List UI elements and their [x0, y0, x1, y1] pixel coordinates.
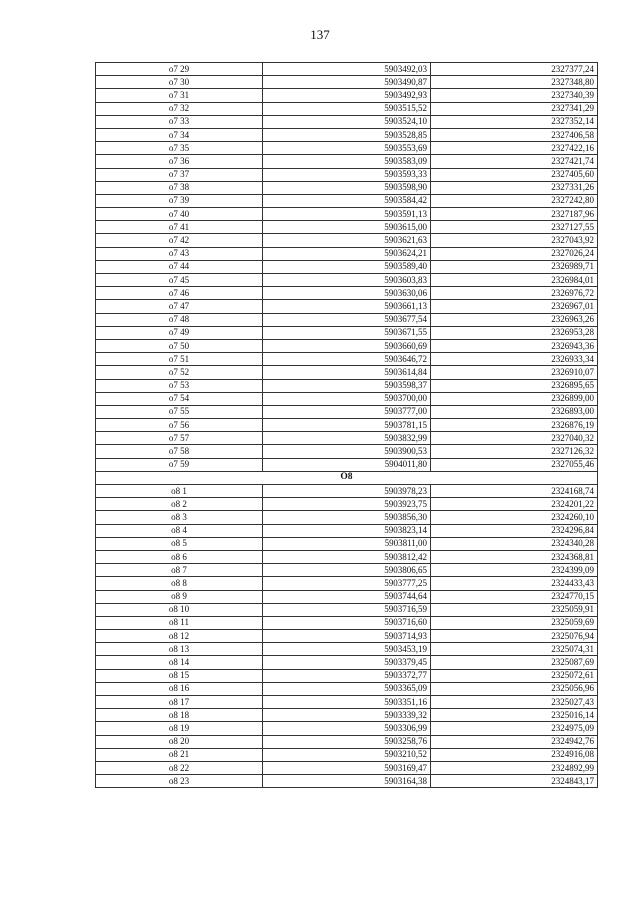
x-coordinate-cell: 5903806,65 [263, 564, 431, 577]
point-id-cell: o7 44 [96, 260, 263, 273]
point-id-cell: o7 37 [96, 168, 263, 181]
table-row [96, 458, 598, 471]
coordinates-table [95, 62, 598, 788]
y-coordinate-cell: 2326976,72 [431, 287, 598, 300]
point-id-cell: o7 46 [96, 287, 263, 300]
x-coordinate-cell: 5903365,09 [263, 682, 431, 695]
table-row [96, 221, 598, 234]
y-coordinate-cell: 2325076,94 [431, 630, 598, 643]
y-coordinate-cell: 2327406,58 [431, 128, 598, 141]
x-coordinate-cell: 5903823,14 [263, 524, 431, 537]
table-row [96, 656, 598, 669]
x-coordinate-cell: 5903524,10 [263, 115, 431, 128]
table-row [96, 405, 598, 418]
y-coordinate-cell: 2327242,80 [431, 194, 598, 207]
x-coordinate-cell: 5903621,63 [263, 234, 431, 247]
x-coordinate-cell: 5903777,25 [263, 577, 431, 590]
x-coordinate-cell: 5903624,21 [263, 247, 431, 260]
point-id-cell: o8 10 [96, 603, 263, 616]
point-id-cell: o7 42 [96, 234, 263, 247]
y-coordinate-cell: 2327421,74 [431, 155, 598, 168]
point-id-cell: o8 1 [96, 485, 263, 498]
table-row [96, 432, 598, 445]
x-coordinate-cell: 5903716,60 [263, 616, 431, 629]
x-coordinate-cell: 5903630,06 [263, 287, 431, 300]
y-coordinate-cell: 2327340,39 [431, 89, 598, 102]
x-coordinate-cell: 5903372,77 [263, 669, 431, 682]
point-id-cell: o7 55 [96, 405, 263, 418]
x-coordinate-cell: 5903164,38 [263, 775, 431, 788]
table-row [96, 722, 598, 735]
point-id-cell: o8 7 [96, 564, 263, 577]
x-coordinate-cell: 5903453,19 [263, 643, 431, 656]
table-row [96, 339, 598, 352]
x-coordinate-cell: 5903515,52 [263, 102, 431, 115]
x-coordinate-cell: 5903714,93 [263, 630, 431, 643]
x-coordinate-cell: 5903744,64 [263, 590, 431, 603]
table-row [96, 696, 598, 709]
point-id-cell: o7 58 [96, 445, 263, 458]
x-coordinate-cell: 5903777,00 [263, 405, 431, 418]
table-row [96, 181, 598, 194]
table-row [96, 550, 598, 563]
x-coordinate-cell: 5903603,83 [263, 274, 431, 287]
x-coordinate-cell: 5903598,90 [263, 181, 431, 194]
x-coordinate-cell: 5903660,69 [263, 339, 431, 352]
x-coordinate-cell: 5903832,99 [263, 432, 431, 445]
x-coordinate-cell: 5903700,00 [263, 392, 431, 405]
point-id-cell: o7 41 [96, 221, 263, 234]
table-row [96, 577, 598, 590]
y-coordinate-cell: 2324340,28 [431, 537, 598, 550]
y-coordinate-cell: 2325016,14 [431, 709, 598, 722]
x-coordinate-cell: 5903589,40 [263, 260, 431, 273]
table-row [96, 498, 598, 511]
table-row [96, 287, 598, 300]
point-id-cell: o7 32 [96, 102, 263, 115]
y-coordinate-cell: 2327055,46 [431, 458, 598, 471]
y-coordinate-cell: 2324770,15 [431, 590, 598, 603]
table-row [96, 63, 598, 76]
y-coordinate-cell: 2325059,69 [431, 616, 598, 629]
point-id-cell: o7 52 [96, 366, 263, 379]
point-id-cell: o7 39 [96, 194, 263, 207]
section-title: O8 [96, 471, 598, 484]
point-id-cell: o7 54 [96, 392, 263, 405]
y-coordinate-cell: 2327341,29 [431, 102, 598, 115]
point-id-cell: o7 53 [96, 379, 263, 392]
point-id-cell: o8 21 [96, 748, 263, 761]
table-row [96, 603, 598, 616]
point-id-cell: o7 33 [96, 115, 263, 128]
point-id-cell: o8 14 [96, 656, 263, 669]
point-id-cell: o8 12 [96, 630, 263, 643]
table-row [96, 234, 598, 247]
point-id-cell: o7 35 [96, 142, 263, 155]
point-id-cell: o7 43 [96, 247, 263, 260]
point-id-cell: o8 19 [96, 722, 263, 735]
y-coordinate-cell: 2327377,24 [431, 63, 598, 76]
point-id-cell: o7 34 [96, 128, 263, 141]
y-coordinate-cell: 2325059,91 [431, 603, 598, 616]
point-id-cell: o7 56 [96, 419, 263, 432]
table-row [96, 445, 598, 458]
x-coordinate-cell: 5903584,42 [263, 194, 431, 207]
x-coordinate-cell: 5903306,99 [263, 722, 431, 735]
y-coordinate-cell: 2324975,09 [431, 722, 598, 735]
y-coordinate-cell: 2327331,26 [431, 181, 598, 194]
x-coordinate-cell: 5903646,72 [263, 353, 431, 366]
y-coordinate-cell: 2324942,76 [431, 735, 598, 748]
table-row [96, 669, 598, 682]
point-id-cell: o7 38 [96, 181, 263, 194]
table-row [96, 682, 598, 695]
x-coordinate-cell: 5903614,84 [263, 366, 431, 379]
table-row [96, 194, 598, 207]
table-row [96, 735, 598, 748]
x-coordinate-cell: 5903781,15 [263, 419, 431, 432]
y-coordinate-cell: 2326893,00 [431, 405, 598, 418]
y-coordinate-cell: 2327026,24 [431, 247, 598, 260]
x-coordinate-cell: 5903492,93 [263, 89, 431, 102]
table-row [96, 630, 598, 643]
x-coordinate-cell: 5903716,59 [263, 603, 431, 616]
point-id-cell: o8 4 [96, 524, 263, 537]
y-coordinate-cell: 2327126,32 [431, 445, 598, 458]
x-coordinate-cell: 5903677,54 [263, 313, 431, 326]
x-coordinate-cell: 5903492,03 [263, 63, 431, 76]
y-coordinate-cell: 2324399,09 [431, 564, 598, 577]
table-row [96, 102, 598, 115]
y-coordinate-cell: 2326953,28 [431, 326, 598, 339]
table-row [96, 313, 598, 326]
y-coordinate-cell: 2325056,96 [431, 682, 598, 695]
x-coordinate-cell: 5903210,52 [263, 748, 431, 761]
table-row [96, 142, 598, 155]
x-coordinate-cell: 5903923,75 [263, 498, 431, 511]
table-row [96, 326, 598, 339]
table-row [96, 775, 598, 788]
x-coordinate-cell: 5903339,32 [263, 709, 431, 722]
point-id-cell: o8 20 [96, 735, 263, 748]
x-coordinate-cell: 5903351,16 [263, 696, 431, 709]
y-coordinate-cell: 2325087,69 [431, 656, 598, 669]
y-coordinate-cell: 2325072,61 [431, 669, 598, 682]
x-coordinate-cell: 5903812,42 [263, 550, 431, 563]
table-row [96, 748, 598, 761]
point-id-cell: o7 48 [96, 313, 263, 326]
point-id-cell: o7 29 [96, 63, 263, 76]
point-id-cell: o7 45 [96, 274, 263, 287]
table-row [96, 300, 598, 313]
x-coordinate-cell: 5903593,33 [263, 168, 431, 181]
point-id-cell: o7 30 [96, 76, 263, 89]
table-row [96, 247, 598, 260]
point-id-cell: o7 31 [96, 89, 263, 102]
y-coordinate-cell: 2324201,22 [431, 498, 598, 511]
y-coordinate-cell: 2326933,34 [431, 353, 598, 366]
table-row [96, 524, 598, 537]
point-id-cell: o7 40 [96, 208, 263, 221]
y-coordinate-cell: 2327127,55 [431, 221, 598, 234]
y-coordinate-cell: 2327043,92 [431, 234, 598, 247]
table-row [96, 128, 598, 141]
point-id-cell: o8 13 [96, 643, 263, 656]
table-row [96, 366, 598, 379]
point-id-cell: o7 36 [96, 155, 263, 168]
point-id-cell: o7 57 [96, 432, 263, 445]
table-row [96, 761, 598, 774]
y-coordinate-cell: 2327187,96 [431, 208, 598, 221]
table-row [96, 353, 598, 366]
table-row [96, 260, 598, 273]
x-coordinate-cell: 5903856,30 [263, 511, 431, 524]
table-row [96, 485, 598, 498]
x-coordinate-cell: 5903591,13 [263, 208, 431, 221]
point-id-cell: o7 50 [96, 339, 263, 352]
table-row [96, 590, 598, 603]
point-id-cell: o8 8 [96, 577, 263, 590]
table-row [96, 274, 598, 287]
y-coordinate-cell: 2324260,10 [431, 511, 598, 524]
point-id-cell: o8 18 [96, 709, 263, 722]
x-coordinate-cell: 5903583,09 [263, 155, 431, 168]
point-id-cell: o7 51 [96, 353, 263, 366]
table-row [96, 89, 598, 102]
y-coordinate-cell: 2326876,19 [431, 419, 598, 432]
y-coordinate-cell: 2327040,32 [431, 432, 598, 445]
point-id-cell: o8 11 [96, 616, 263, 629]
point-id-cell: o8 2 [96, 498, 263, 511]
y-coordinate-cell: 2324916,08 [431, 748, 598, 761]
y-coordinate-cell: 2325027,43 [431, 696, 598, 709]
coordinates-table-body [96, 63, 598, 788]
table-row [96, 643, 598, 656]
point-id-cell: o8 16 [96, 682, 263, 695]
y-coordinate-cell: 2326943,36 [431, 339, 598, 352]
y-coordinate-cell: 2326899,00 [431, 392, 598, 405]
table-row [96, 76, 598, 89]
x-coordinate-cell: 5903978,23 [263, 485, 431, 498]
x-coordinate-cell: 5903258,76 [263, 735, 431, 748]
x-coordinate-cell: 5903900,53 [263, 445, 431, 458]
x-coordinate-cell: 5903598,37 [263, 379, 431, 392]
point-id-cell: o7 59 [96, 458, 263, 471]
y-coordinate-cell: 2327352,14 [431, 115, 598, 128]
point-id-cell: o7 47 [96, 300, 263, 313]
point-id-cell: o7 49 [96, 326, 263, 339]
point-id-cell: o8 17 [96, 696, 263, 709]
x-coordinate-cell: 5903379,45 [263, 656, 431, 669]
y-coordinate-cell: 2324368,81 [431, 550, 598, 563]
y-coordinate-cell: 2324168,74 [431, 485, 598, 498]
x-coordinate-cell: 5903553,69 [263, 142, 431, 155]
x-coordinate-cell: 5903528,85 [263, 128, 431, 141]
table-row [96, 208, 598, 221]
table-row [96, 115, 598, 128]
y-coordinate-cell: 2325074,31 [431, 643, 598, 656]
table-row [96, 709, 598, 722]
table-row [96, 168, 598, 181]
table-row [96, 616, 598, 629]
point-id-cell: o8 9 [96, 590, 263, 603]
table-row [96, 419, 598, 432]
table-row [96, 511, 598, 524]
table-row [96, 537, 598, 550]
table-row [96, 155, 598, 168]
y-coordinate-cell: 2324433,43 [431, 577, 598, 590]
x-coordinate-cell: 5903169,47 [263, 761, 431, 774]
x-coordinate-cell: 5903615,00 [263, 221, 431, 234]
y-coordinate-cell: 2326989,71 [431, 260, 598, 273]
table-row [96, 392, 598, 405]
x-coordinate-cell: 5903490,87 [263, 76, 431, 89]
y-coordinate-cell: 2326910,07 [431, 366, 598, 379]
y-coordinate-cell: 2324296,84 [431, 524, 598, 537]
y-coordinate-cell: 2326984,01 [431, 274, 598, 287]
section-header-row [96, 471, 598, 484]
y-coordinate-cell: 2326895,65 [431, 379, 598, 392]
table-row [96, 564, 598, 577]
y-coordinate-cell: 2326963,26 [431, 313, 598, 326]
y-coordinate-cell: 2327348,80 [431, 76, 598, 89]
point-id-cell: o8 15 [96, 669, 263, 682]
y-coordinate-cell: 2327405,60 [431, 168, 598, 181]
point-id-cell: o8 5 [96, 537, 263, 550]
y-coordinate-cell: 2326967,01 [431, 300, 598, 313]
point-id-cell: o8 3 [96, 511, 263, 524]
point-id-cell: o8 6 [96, 550, 263, 563]
point-id-cell: o8 23 [96, 775, 263, 788]
y-coordinate-cell: 2327422,16 [431, 142, 598, 155]
x-coordinate-cell: 5904011,80 [263, 458, 431, 471]
point-id-cell: o8 22 [96, 761, 263, 774]
page-number: 137 [310, 27, 330, 42]
x-coordinate-cell: 5903671,55 [263, 326, 431, 339]
table-row [96, 379, 598, 392]
y-coordinate-cell: 2324843,17 [431, 775, 598, 788]
x-coordinate-cell: 5903661,13 [263, 300, 431, 313]
y-coordinate-cell: 2324892,99 [431, 761, 598, 774]
x-coordinate-cell: 5903811,00 [263, 537, 431, 550]
